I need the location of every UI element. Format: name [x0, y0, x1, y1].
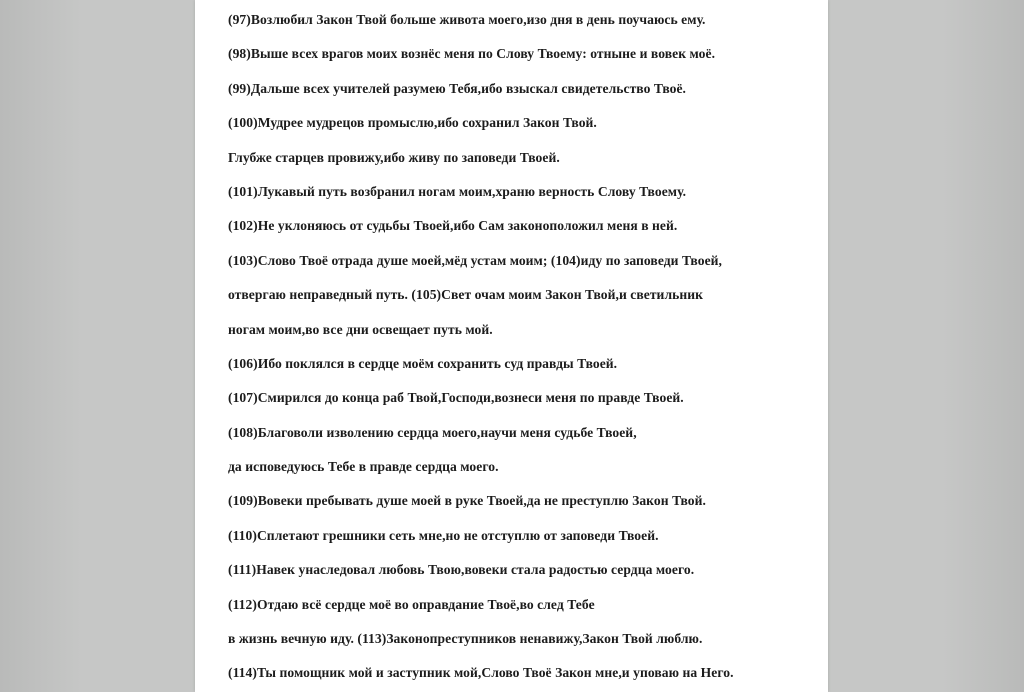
- text-body: [228, 10, 818, 692]
- text-line: (108)Благоволи изволению сердца моего,научи меня судьбе Твоей,: [228, 424, 637, 440]
- document-page: [195, 0, 828, 692]
- text-line: да исповедуюсь Тебе в правде сердца моего.: [228, 459, 499, 475]
- text-line: (100)Мудрее мудрецов промыслю,ибо сохранил Закон Твой.: [228, 115, 597, 131]
- text-line: (107)Смирился до конца раб Твой,Господи,вознеси меня по правде Твоей.: [228, 390, 684, 406]
- text-line: ногам моим,во все дни освещает путь мой.: [228, 321, 493, 337]
- text-line: (103)Слово Твоё отрада душе моей,мёд устам моим; (104)иду по заповеди Твоей,: [228, 252, 722, 268]
- text-line: (110)Сплетают грешники сеть мне,но не отступлю от заповеди Твоей.: [228, 527, 659, 543]
- text-line: (102)Не уклоняюсь от судьбы Твоей,ибо Сам законоположил меня в ней.: [228, 218, 678, 234]
- text-line: (101)Лукавый путь возбранил ногам моим,храню верность Слову Твоему.: [228, 183, 687, 199]
- text-line: (99)Дальше всех учителей разумею Тебя,ибо взыскал свидетельство Твоё.: [228, 80, 687, 96]
- text-line: (98)Выше всех врагов моих вознёс меня по Слову Твоему: отныне и вовек моё.: [228, 46, 716, 62]
- text-line: (109)Вовеки пребывать душе моей в руке Твоей,да не преступлю Закон Твой.: [228, 493, 706, 509]
- text-line: Глубже старцев провижу,ибо живу по заповеди Твоей.: [228, 149, 560, 165]
- text-line: (106)Ибо поклялся в сердце моём сохранить суд правды Твоей.: [228, 355, 618, 371]
- text-line: (111)Навек унаследовал любовь Твою,вовеки стала радостью сердца моего.: [228, 562, 695, 578]
- text-line: в жизнь вечную иду. (113)Законопреступников ненавижу,Закон Твой люблю.: [228, 631, 703, 647]
- text-line: (114)Ты помощник мой и заступник мой,Слово Твоё Закон мне,и уповаю на Него.: [228, 665, 734, 681]
- text-line: (97)Возлюбил Закон Твой больше живота моего,изо дня в день поучаюсь ему.: [228, 12, 706, 27]
- text-line: (112)Отдаю всё сердце моё во оправдание Твоё,во след Тебе: [228, 596, 595, 612]
- text-line: отвергаю неправедный путь. (105)Свет очам моим Закон Твой,и светильник: [228, 287, 704, 303]
